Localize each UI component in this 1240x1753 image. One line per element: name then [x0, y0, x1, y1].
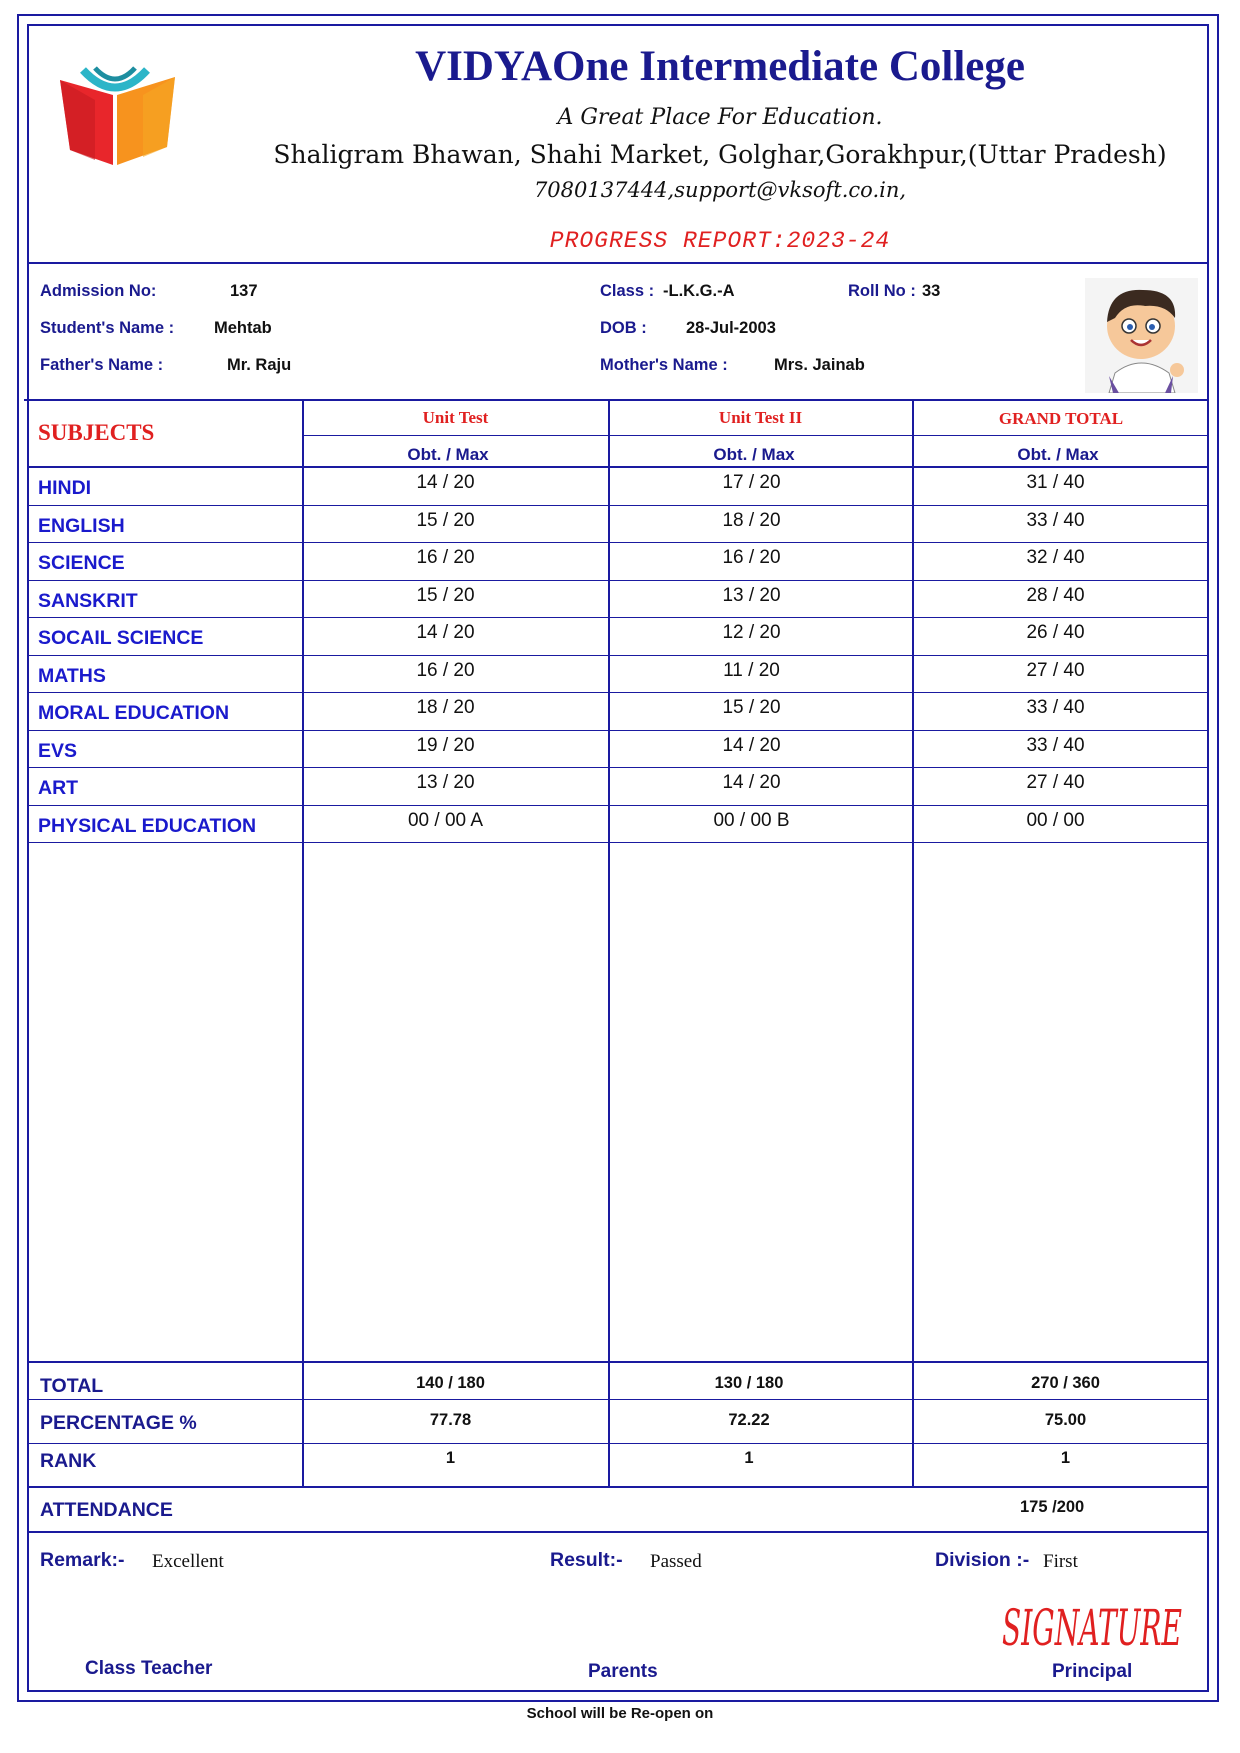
grand-total-score: 33 / 40 [1026, 510, 1085, 531]
admission-label: Admission No: [40, 282, 157, 300]
grand-total-score: 32 / 40 [1026, 547, 1085, 568]
ut2-score: 13 / 20 [722, 585, 781, 606]
sub-header-ut2: Obt. / Max [713, 445, 795, 464]
grand-total-score: 27 / 40 [1026, 772, 1085, 793]
inner-border [27, 24, 1209, 1692]
grid-line [303, 435, 1209, 436]
subject-name: ART [38, 777, 79, 799]
father-label: Father's Name : [40, 356, 164, 374]
grid-line [27, 805, 1209, 806]
sub-header-grand-total: Obt. / Max [1017, 445, 1099, 464]
summary-ut2: 72.22 [728, 1411, 770, 1429]
summary-label: RANK [40, 1450, 97, 1472]
grid-line [27, 767, 1209, 768]
svg-text:SIGNATURE: SIGNATURE [1002, 1599, 1182, 1657]
grid-line [608, 400, 610, 1487]
mother-value: Mrs. Jainab [774, 356, 865, 374]
subject-name: SOCAIL SCIENCE [38, 627, 204, 649]
school-name: VIDYAOne Intermediate College [415, 43, 1025, 90]
grid-line [27, 730, 1209, 731]
subject-name: ENGLISH [38, 515, 125, 537]
school-logo [55, 65, 185, 180]
ut1-score: 15 / 20 [416, 585, 475, 606]
student-photo [1085, 278, 1198, 393]
summary-ut1: 1 [445, 1449, 456, 1467]
ut2-score: 16 / 20 [722, 547, 781, 568]
grand-total-score: 31 / 40 [1026, 472, 1085, 493]
ut1-score: 00 / 00 A [407, 810, 483, 831]
grid-line [27, 466, 1209, 468]
summary-grand-total: 1 [1060, 1449, 1071, 1467]
ut2-score: 14 / 20 [722, 735, 781, 756]
grid-line [912, 400, 914, 1487]
report-title: PROGRESS REPORT:2023-24 [549, 228, 891, 254]
result-value: Passed [650, 1551, 702, 1572]
grand-total-score: 00 / 00 [1026, 810, 1085, 831]
summary-ut1: 140 / 180 [416, 1374, 485, 1392]
principal-signature [1000, 1590, 1185, 1660]
admission-value: 137 [230, 282, 258, 300]
ut2-score: 17 / 20 [722, 472, 781, 493]
mother-label: Mother's Name : [600, 356, 728, 374]
class-value: -L.K.G.-A [663, 282, 735, 300]
father-value: Mr. Raju [227, 356, 292, 374]
student-name-label: Student's Name : [40, 319, 175, 337]
ut1-score: 14 / 20 [416, 622, 475, 643]
summary-ut2: 130 / 180 [714, 1374, 784, 1392]
reopen-notice: School will be Re-open on [526, 1705, 714, 1722]
ut1-score: 18 / 20 [416, 697, 475, 718]
result-label: Result:- [550, 1549, 623, 1571]
grid-line [27, 617, 1209, 618]
principal-label: Principal [1052, 1661, 1133, 1682]
subject-name: MATHS [38, 665, 106, 687]
ut2-score: 14 / 20 [722, 772, 781, 793]
student-name-value: Mehtab [214, 319, 272, 337]
summary-grand-total: 270 / 360 [1031, 1374, 1100, 1392]
sub-header-ut1: Obt. / Max [407, 445, 489, 464]
info-divider [24, 399, 1209, 401]
grid-line [27, 542, 1209, 543]
subject-name: EVS [38, 740, 78, 762]
exam-header-ut2: Unit Test II [718, 408, 803, 427]
roll-value: 33 [922, 282, 941, 300]
subject-name: SANSKRIT [38, 590, 138, 612]
ut2-score: 18 / 20 [722, 510, 781, 531]
summary-label: PERCENTAGE % [40, 1412, 197, 1434]
parents-label: Parents [588, 1661, 658, 1682]
ut1-score: 14 / 20 [416, 472, 475, 493]
ut2-score: 15 / 20 [722, 697, 781, 718]
grid-line [27, 655, 1209, 656]
attendance-label: ATTENDANCE [40, 1499, 173, 1521]
roll-label: Roll No : [848, 282, 916, 300]
ut2-score: 11 / 20 [723, 660, 780, 681]
subject-name: MORAL EDUCATION [38, 702, 230, 724]
remark-label: Remark:- [40, 1549, 125, 1571]
attendance-value: 175 /200 [1020, 1498, 1085, 1516]
summary-ut1: 77.78 [429, 1411, 472, 1429]
grand-total-score: 28 / 40 [1026, 585, 1085, 606]
header-divider [27, 262, 1209, 264]
summary-label: TOTAL [40, 1375, 104, 1397]
subject-name: PHYSICAL EDUCATION [38, 815, 257, 837]
grid-line [27, 1361, 1209, 1363]
division-value: First [1043, 1551, 1078, 1572]
summary-grand-total: 75.00 [1044, 1411, 1087, 1429]
ut1-score: 13 / 20 [416, 772, 475, 793]
school-address: Shaligram Bhawan, Shahi Market, Golghar,Gorakhpur,(Uttar Pradesh) [273, 140, 1167, 169]
class-teacher-label: Class Teacher [85, 1658, 213, 1679]
ut2-score: 00 / 00 B [713, 810, 790, 831]
ut1-score: 15 / 20 [416, 510, 475, 531]
grand-total-score: 27 / 40 [1026, 660, 1085, 681]
exam-header-grand-total: GRAND TOTAL [998, 409, 1124, 428]
ut1-score: 16 / 20 [416, 660, 475, 681]
ut2-score: 12 / 20 [722, 622, 781, 643]
subject-name: SCIENCE [38, 552, 125, 574]
grid-line [27, 1399, 1209, 1400]
exam-header-ut1: Unit Test [422, 408, 489, 427]
division-label: Division :- [935, 1549, 1030, 1571]
summary-ut2: 1 [744, 1449, 754, 1467]
grid-line [27, 1486, 1209, 1488]
grid-line [302, 400, 304, 1487]
grand-total-score: 33 / 40 [1026, 735, 1085, 756]
grid-line [27, 842, 1209, 843]
dob-value: 28-Jul-2003 [686, 319, 776, 337]
ut1-score: 19 / 20 [416, 735, 475, 756]
class-label: Class : [600, 282, 655, 300]
dob-label: DOB : [600, 319, 647, 337]
grid-line [27, 505, 1209, 506]
grid-line [27, 1443, 1209, 1444]
school-contact: 7080137444,support@vksoft.co.in, [533, 178, 907, 202]
grid-line [27, 1531, 1209, 1533]
grand-total-score: 26 / 40 [1026, 622, 1085, 643]
remark-value: Excellent [152, 1551, 224, 1572]
grand-total-score: 33 / 40 [1026, 697, 1085, 718]
subjects-header: SUBJECTS [38, 420, 155, 445]
subject-name: HINDI [38, 477, 92, 499]
ut1-score: 16 / 20 [416, 547, 475, 568]
grid-line [27, 692, 1209, 693]
school-tagline: A Great Place For Education. [557, 105, 883, 130]
grid-line [27, 580, 1209, 581]
